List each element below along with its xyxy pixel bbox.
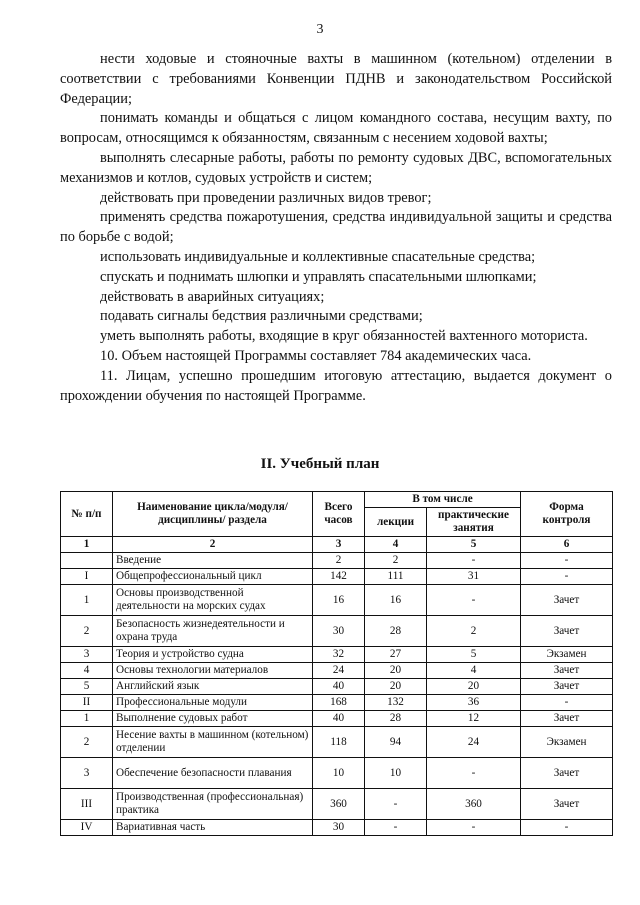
cell-practical: 5 (427, 647, 521, 663)
cell-lectures: - (365, 820, 427, 836)
header-total: Всего часов (313, 492, 365, 537)
cell-lectures: 20 (365, 663, 427, 679)
cell-name: Несение вахты в машинном (котельном) отделении (113, 727, 313, 758)
cell-lectures: 10 (365, 758, 427, 789)
cell-lectures: 94 (365, 727, 427, 758)
cell-lectures: 28 (365, 711, 427, 727)
paragraph: понимать команды и общаться с лицом командного состава, несущим вахту, по вопросам, относящимся к обязанностям, связанным с несением ходовой вахты; (60, 110, 612, 147)
cell-control: Экзамен (521, 647, 613, 663)
header-practical: практические занятия (427, 508, 521, 537)
cell-num: II (61, 695, 113, 711)
table-row (61, 789, 613, 820)
paragraph: подавать сигналы бедствия различными средствами; (100, 308, 423, 325)
paragraph: действовать при проведении различных видов тревог; (100, 189, 432, 206)
cell-practical: 2 (427, 616, 521, 647)
cell-name: Основы технологии материалов (113, 663, 313, 679)
cell-control: Зачет (521, 679, 613, 695)
table-row (61, 695, 613, 711)
cell-num: 2 (61, 727, 113, 758)
cell-control: Зачет (521, 789, 613, 820)
header-lectures: лекции (365, 508, 427, 537)
table-row (61, 616, 613, 647)
cell-num: 3 (61, 647, 113, 663)
cell-practical: 12 (427, 711, 521, 727)
cell-control: Зачет (521, 585, 613, 616)
paragraph: 11. Лицам, успешно прошедшим итоговую аттестацию, выдается документ о прохождении обучения по настоящей Программе. (60, 367, 612, 404)
cell-num: 3 (61, 758, 113, 789)
table-row (61, 820, 613, 836)
cell-total: 142 (313, 569, 365, 585)
cell-total: 16 (313, 585, 365, 616)
header-num: № п/п (61, 492, 113, 537)
cell-practical: - (427, 820, 521, 836)
column-number: 2 (113, 537, 313, 553)
cell-name: Основы производственной деятельности на морских судах (113, 585, 313, 616)
cell-name: Выполнение судовых работ (113, 711, 313, 727)
cell-practical: 360 (427, 789, 521, 820)
cell-control: - (521, 553, 613, 569)
cell-control: Зачет (521, 711, 613, 727)
table-row (61, 585, 613, 616)
cell-num (61, 553, 113, 569)
curriculum-table (60, 491, 613, 836)
cell-num: 1 (61, 585, 113, 616)
paragraph: спускать и поднимать шлюпки и управлять спасательными шлюпками; (100, 268, 537, 285)
cell-num: I (61, 569, 113, 585)
cell-num: III (61, 789, 113, 820)
cell-total: 10 (313, 758, 365, 789)
cell-lectures: 27 (365, 647, 427, 663)
cell-name: Английский язык (113, 679, 313, 695)
cell-lectures: 16 (365, 585, 427, 616)
cell-total: 24 (313, 663, 365, 679)
cell-total: 30 (313, 820, 365, 836)
cell-name: Безопасность жизнедеятельности и охрана труда (113, 616, 313, 647)
cell-control: Зачет (521, 663, 613, 679)
cell-name: Теория и устройство судна (113, 647, 313, 663)
cell-total: 40 (313, 711, 365, 727)
column-number: 3 (313, 537, 365, 553)
paragraph: применять средства пожаротушения, средства индивидуальной защиты и средства по борьбе с водой; (60, 209, 612, 246)
cell-lectures: 111 (365, 569, 427, 585)
paragraph: нести ходовые и стояночные вахты в машинном (котельном) отделении в соответствии с требованиями Конвенции ПДНВ и законодательством Российской Федерации; (60, 51, 612, 107)
paragraph: выполнять слесарные работы, работы по ремонту судовых ДВС, вспомогательных механизмов и котлов, судовых устройств и систем; (60, 149, 612, 186)
cell-practical: 24 (427, 727, 521, 758)
cell-practical: 31 (427, 569, 521, 585)
cell-practical: - (427, 553, 521, 569)
header-control: Форма контроля (521, 492, 613, 537)
cell-total: 2 (313, 553, 365, 569)
cell-name: Введение (113, 553, 313, 569)
table-row (61, 679, 613, 695)
page-number: 3 (316, 22, 324, 37)
cell-num: IV (61, 820, 113, 836)
cell-control: Экзамен (521, 727, 613, 758)
cell-control: - (521, 695, 613, 711)
cell-num: 5 (61, 679, 113, 695)
cell-total: 32 (313, 647, 365, 663)
column-number: 1 (61, 537, 113, 553)
cell-lectures: 2 (365, 553, 427, 569)
cell-lectures: 20 (365, 679, 427, 695)
cell-num: 1 (61, 711, 113, 727)
column-number: 6 (521, 537, 613, 553)
cell-lectures: 28 (365, 616, 427, 647)
cell-name: Общепрофессиональный цикл (113, 569, 313, 585)
section-title: II. Учебный план (260, 456, 380, 472)
cell-total: 40 (313, 679, 365, 695)
cell-name: Вариативная часть (113, 820, 313, 836)
cell-practical: - (427, 758, 521, 789)
column-number-row (61, 537, 613, 553)
header-including: В том числе (365, 492, 521, 508)
cell-num: 4 (61, 663, 113, 679)
column-number: 4 (365, 537, 427, 553)
table-row (61, 711, 613, 727)
table-row (61, 758, 613, 789)
cell-control: - (521, 569, 613, 585)
cell-total: 118 (313, 727, 365, 758)
table-row (61, 663, 613, 679)
cell-total: 168 (313, 695, 365, 711)
paragraph: 10. Объем настоящей Программы составляет 784 академических часа. (100, 347, 532, 364)
cell-practical: - (427, 585, 521, 616)
cell-lectures: 132 (365, 695, 427, 711)
cell-lectures: - (365, 789, 427, 820)
paragraph: действовать в аварийных ситуациях; (100, 288, 325, 305)
cell-control: Зачет (521, 616, 613, 647)
cell-name: Профессиональные модули (113, 695, 313, 711)
cell-name: Производственная (профессиональная) практика (113, 789, 313, 820)
paragraph: использовать индивидуальные и коллективные спасательные средства; (100, 248, 536, 265)
cell-total: 360 (313, 789, 365, 820)
header-name: Наименование цикла/модуля/дисциплины/ раздела (113, 492, 313, 537)
cell-control: - (521, 820, 613, 836)
cell-control: Зачет (521, 758, 613, 789)
paragraph: уметь выполнять работы, входящие в круг обязанностей вахтенного моториста. (100, 328, 588, 345)
table-row (61, 569, 613, 585)
column-number: 5 (427, 537, 521, 553)
cell-name: Обеспечение безопасности плавания (113, 758, 313, 789)
cell-practical: 36 (427, 695, 521, 711)
cell-num: 2 (61, 616, 113, 647)
table-row (61, 553, 613, 569)
cell-practical: 20 (427, 679, 521, 695)
table-row (61, 647, 613, 663)
cell-practical: 4 (427, 663, 521, 679)
body-text (60, 50, 612, 406)
table-row (61, 727, 613, 758)
cell-total: 30 (313, 616, 365, 647)
